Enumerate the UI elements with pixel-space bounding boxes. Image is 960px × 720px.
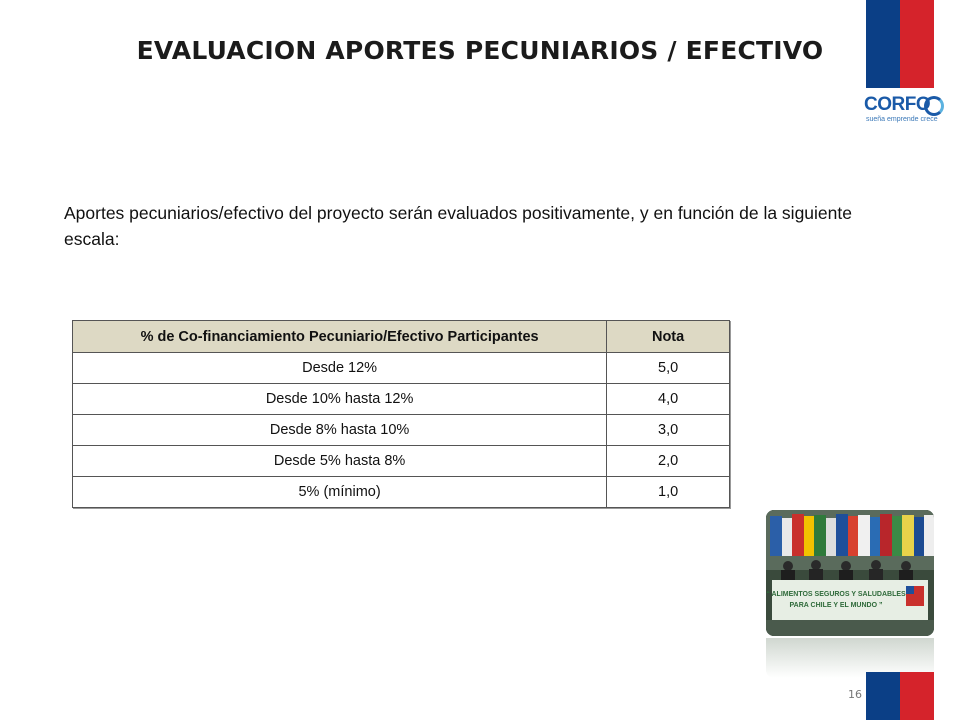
cell-nota: 1,0 [607,477,730,508]
header-percentage: % de Co-financiamiento Pecuniario/Efectivo Participantes [73,321,607,353]
logo-tagline: sueña emprende crece [866,116,938,123]
corfo-logo [862,92,946,128]
banner-line-1: “ ALIMENTOS SEGUROS Y SALUDABLES [766,591,906,598]
table-row [73,384,730,415]
table-row [73,477,730,508]
cell-nota: 3,0 [607,415,730,446]
table-row [73,446,730,477]
cell-nota: 4,0 [607,384,730,415]
header-nota: Nota [607,321,730,353]
banner-line-2: PARA CHILE Y EL MUNDO ” [789,602,883,609]
conference-photo-image [766,510,934,636]
cell-range: Desde 12% [73,353,607,384]
table-row [73,353,730,384]
table-row [73,415,730,446]
flag-stripe-top [866,0,934,88]
intro-paragraph: Aportes pecuniarios/efectivo del proyecto serán evaluados positivamente, y en función de la siguiente escala: [64,203,852,249]
table-header-row [73,321,730,353]
cell-nota: 5,0 [607,353,730,384]
cell-range: Desde 8% hasta 10% [73,415,607,446]
flag-stripe-bottom [866,672,934,720]
logo-ring-icon [924,96,944,116]
logo-wordmark: CORFO [864,94,931,115]
conference-photo [766,510,934,636]
cell-range: 5% (mínimo) [73,477,607,508]
scale-table [72,320,730,508]
cell-range: Desde 10% hasta 12% [73,384,607,415]
cell-range: Desde 5% hasta 8% [73,446,607,477]
cell-nota: 2,0 [607,446,730,477]
page-title: EVALUACION APORTES PECUNIARIOS / EFECTIVO [136,36,824,65]
page-number: 16 [848,688,862,701]
